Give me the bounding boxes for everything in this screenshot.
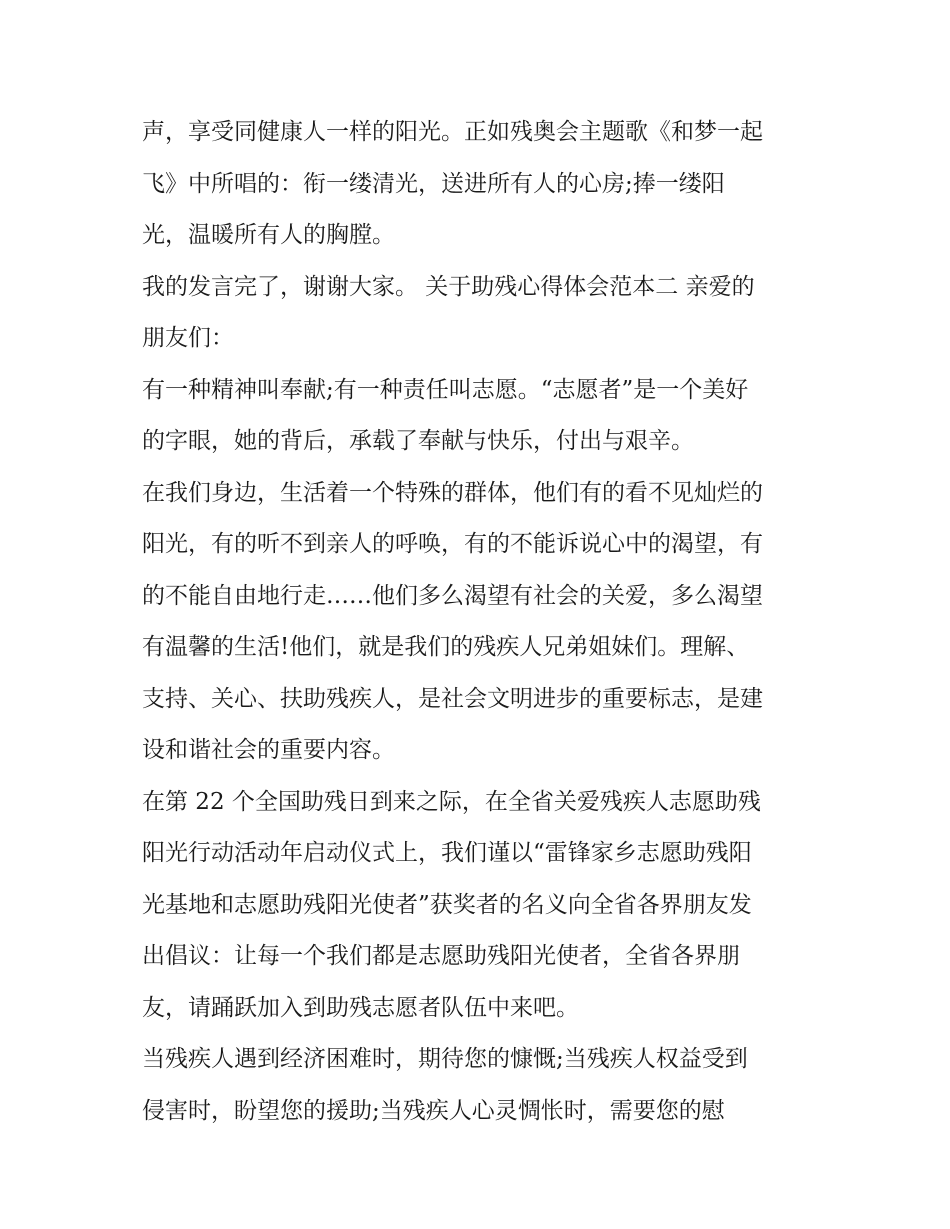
text-line: 声，享受同健康人一样的阳光。正如残奥会主题歌《和梦一起: [142, 119, 763, 145]
text-line: 当残疾人遇到经济困难时，期待您的慷慨;当残疾人权益受到: [142, 1046, 748, 1072]
text-line: 设和谐社会的重要内容。: [142, 737, 395, 763]
text-line: 光，温暖所有人的胸膛。: [142, 222, 395, 248]
text-line: 光基地和志愿助残阳光使者”获奖者的名义向全省各界朋友发: [142, 891, 752, 918]
text-line: 有温馨的生活!他们，就是我们的残疾人兄弟姐妹们。理解、: [142, 634, 750, 660]
text-line: 有一种精神叫奉献;有一种责任叫志愿。“志愿者”是一个美好: [142, 376, 749, 403]
text-line: 在我们身边，生活着一个特殊的群体，他们有的看不见灿烂的: [142, 479, 763, 506]
text-line: 支持、关心、扶助残疾人，是社会文明进步的重要标志，是建: [142, 685, 763, 712]
text-line: 阳光，有的听不到亲人的呼唤，有的不能诉说心中的渴望，有: [142, 531, 763, 557]
text-line: 的字眼，她的背后，承载了奉献与快乐，付出与艰辛。: [142, 428, 694, 454]
text-line: 友，请踊跃加入到助残志愿者队伍中来吧。: [142, 994, 579, 1021]
document-body-text: [142, 107, 822, 1137]
text-line: 出倡议：让每一个我们都是志愿助残阳光使者，全省各界朋: [142, 943, 740, 969]
text-line: 的不能自由地行走……他们多么渴望有社会的关爱，多么渴望: [142, 582, 763, 609]
text-line: 在第 22 个全国助残日到来之际，在全省关爱残疾人志愿助残: [142, 788, 761, 815]
text-line: 朋友们：: [142, 325, 234, 351]
text-line: 侵害时，盼望您的援助;当残疾人心灵惆怅时，需要您的慰: [142, 1097, 725, 1124]
text-line: 我的发言完了，谢谢大家。 关于助残心得体会范本二 亲爱的: [142, 273, 755, 300]
text-line: 阳光行动活动年启动仪式上，我们谨以“雷锋家乡志愿助残阳: [142, 840, 752, 866]
text-line: 飞》中所唱的：衔一缕清光，送进所有人的心房;捧一缕阳: [142, 170, 725, 197]
